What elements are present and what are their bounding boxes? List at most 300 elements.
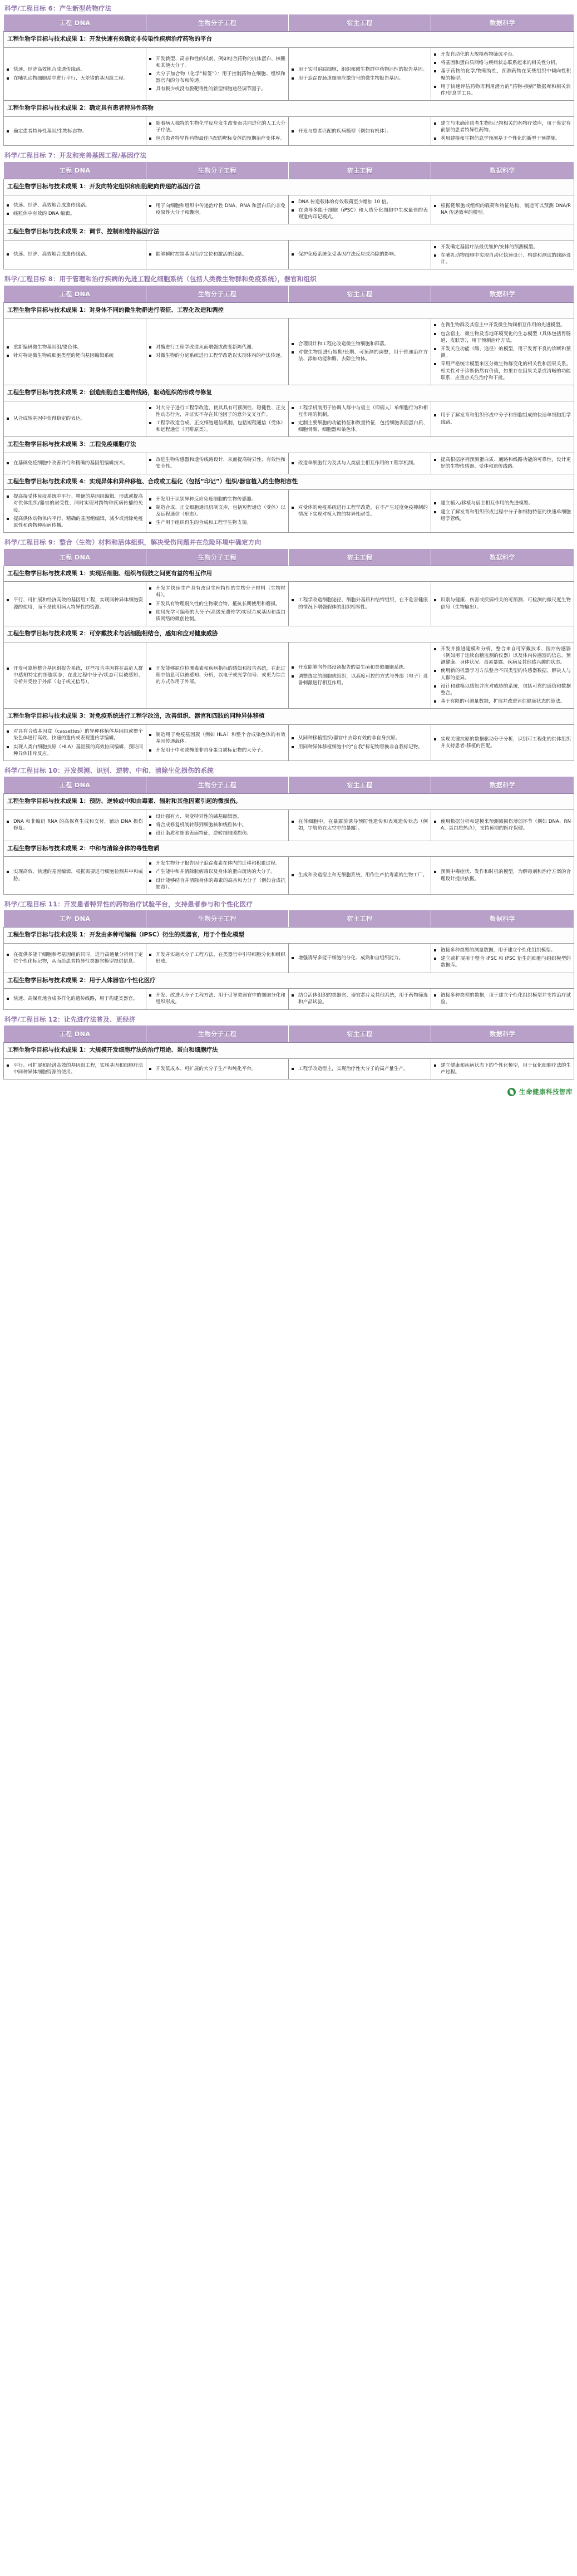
- column-header-3: 宿主工程: [289, 548, 431, 566]
- bullet-list: [6, 66, 143, 81]
- cell-4: [431, 318, 574, 385]
- cell-4: [431, 809, 574, 841]
- cell-3: [289, 989, 431, 1009]
- cell-1: [4, 857, 146, 895]
- bullet-list: [290, 955, 428, 961]
- column-header-3: 宿主工程: [289, 285, 431, 302]
- list-item: 定制主要细胞的功能特征和数量特征，包括细胞表面蛋白质、细胞骨架、细胞器和染色体。: [290, 420, 428, 433]
- bullet-list: [6, 869, 143, 882]
- cell-3: [289, 240, 431, 269]
- list-item: DNA 传递载体的有效载荷至少增加 10 倍。: [290, 199, 428, 205]
- cell-1: [4, 944, 146, 973]
- goal-section: [3, 273, 574, 533]
- list-item: 建立或扩展用于整合 iPSC 和 iPSC 衍生的细胞与组织模型的数据库。: [433, 955, 571, 969]
- cell-4: [431, 48, 574, 101]
- bullet-list: [433, 1062, 571, 1076]
- list-item: 建立与未确诊患者生物标记物相关的药物疗效库，用于鉴定有前景的患者特异性药物。: [433, 120, 571, 134]
- bullet-list: [148, 732, 285, 754]
- bullet-list: [148, 251, 285, 258]
- list-item: 对受体的免疫系统进行工程学改造，在不产生过度免疫抑制的情况下实现对植入物的特异性耐受。: [290, 504, 428, 518]
- table-row: [4, 944, 574, 973]
- list-item: 实现高效、快速的基因编辑，根据需要进行细胞检测并中和威胁。: [6, 869, 143, 882]
- cell-3: [289, 116, 431, 146]
- cell-1: [4, 725, 146, 761]
- objective-header-row: [4, 474, 574, 490]
- goal-title: 科学/工程目标 7：开发和完善基因工程/基因疗法: [4, 151, 147, 160]
- bullet-list: [6, 415, 143, 422]
- bullet-list: [6, 728, 143, 757]
- list-item: 在诱导多能干细胞（iPSC）和人造分化细胞中生成最佳的表观遗传印记模式。: [290, 207, 428, 220]
- cell-2: [146, 195, 289, 224]
- list-item: 对微生物的分泌系统进行工程学改造以实现体内的疗法传递。: [148, 352, 285, 359]
- column-header-3: 宿主工程: [289, 910, 431, 928]
- column-header-3: 宿主工程: [289, 161, 431, 179]
- list-item: 根据靶细胞或组织的载荷和特征结构，制造可以预测 DNA/RNA 传递效率的模型。: [433, 203, 571, 216]
- list-item: 确定患者特异性基因/生物标志物。: [6, 128, 143, 135]
- list-item: 快速、经济、高效地合成遗传线路。: [6, 251, 143, 258]
- list-item: 开发关注功能（酶、途径）的模型，用于发育不良的诊断和预测。: [433, 346, 571, 359]
- list-item: 设计强有力、突变特异性的碱基编辑器。: [148, 813, 285, 820]
- column-header-2: 生物分子工程: [146, 548, 289, 566]
- bullet-list: [433, 869, 571, 882]
- column-header-2: 生物分子工程: [146, 285, 289, 302]
- list-item: 对大分子进行工程学改造，使其具有可预测性、稳健性、正交性动态行为，并证实不存在其他因子的意外交叉互作。: [148, 405, 285, 418]
- list-item: 将合成修复机制转移到细胞核和线粒体中。: [148, 822, 285, 828]
- objective-header-row: [4, 973, 574, 989]
- objective-header-row: [4, 566, 574, 582]
- list-item: 具有极少或没有脱靶毒性的新型细胞途径调节因子。: [148, 86, 285, 92]
- objective-heading: 工程生物学目标与技术成果 1：开发快速有效确定非传染性疾病治疗药物的平台: [4, 32, 574, 48]
- list-item: 提高供体动物体内平行、精确的基因组编辑，减少或消除免疫原性和跨物种疾病传播。: [6, 516, 143, 529]
- bullet-list: [148, 120, 285, 143]
- cell-1: [4, 453, 146, 474]
- goal-table: [3, 285, 574, 533]
- bullet-list: [148, 585, 285, 622]
- bullet-list: [6, 995, 143, 1002]
- table-row: [4, 725, 574, 761]
- list-item: 链接多种类型的数据，用于建立个性化组织模型并支持治疗试验。: [433, 992, 571, 1005]
- list-item: 建立植入/移植与宿主相互作用的先进模型。: [433, 500, 571, 507]
- list-item: 平行、可扩展和经济高效的基因组工程，实现同种异体细胞资源的使用，而不是使用病人特异性的资源。: [6, 597, 143, 610]
- cell-1: [4, 1058, 146, 1079]
- objective-header-row: [4, 179, 574, 195]
- list-item: 提高接受体免疫系统中平行、精确的基因组编辑，形成或提高对供体组织/器官的耐受性，同时实现对跨物种疾病传播的免疫。: [6, 493, 143, 514]
- list-item: 开发能够向外部设备报告的益生菌和类似细胞系统。: [290, 664, 428, 671]
- bullet-list: [148, 203, 285, 216]
- cell-2: [146, 240, 289, 269]
- cell-3: [289, 857, 431, 895]
- column-header-1: 工程 DNA: [4, 285, 146, 302]
- cell-2: [146, 642, 289, 709]
- objective-header-row: [4, 928, 574, 944]
- cell-2: [146, 725, 289, 761]
- cell-2: [146, 490, 289, 533]
- list-item: 随着病人独特的生物化学反应发生改变而共同进化的人工大分子疗法。: [148, 120, 285, 134]
- cell-3: [289, 48, 431, 101]
- column-header-2: 生物分子工程: [146, 14, 289, 32]
- page-footer: [0, 1083, 577, 1102]
- list-item: 用于追踪胃肠道细胞应激信号的微生物报告基因。: [290, 75, 428, 82]
- list-item: 快速、高保真地合成多样化的遗传线路，用于构建类器官。: [6, 995, 143, 1002]
- cell-4: [431, 453, 574, 474]
- list-item: 生成和改造宿主和无细胞系统，用作生产抗毒素的生物工厂。: [290, 872, 428, 879]
- cell-3: [289, 944, 431, 973]
- cell-1: [4, 48, 146, 101]
- list-item: 改进生物传感器和遗传线路设计，从而提高特异性、有效性和安全性。: [148, 457, 285, 470]
- bullet-list: [433, 203, 571, 216]
- list-item: 识别与健康、伤害或疾病相关的可预测、可检测的微尺度生物信号（生物输出）。: [433, 597, 571, 610]
- table-row: [4, 240, 574, 269]
- goal-section: [3, 1013, 574, 1080]
- objective-heading: 工程生物学目标与技术成果 1：预防、逆转或中和由毒素、辐射和其他因素引起的微损伤。: [4, 794, 574, 810]
- leaf-circle-icon: [507, 1088, 516, 1096]
- list-item: 使用数据分析和建模来预测微损伤薄弱环节（例如 DNA、RNA、蛋白质热点），支持预期的医疗保健。: [433, 818, 571, 832]
- objective-heading: 工程生物学目标与技术成果 2：调节、控制和维持基因疗法: [4, 224, 574, 241]
- list-item: 平行、可扩展和经济高效的基因组工程，实现基因和细胞疗法中同种异体细胞资源的使用。: [6, 1062, 143, 1076]
- objective-header-row: [4, 437, 574, 453]
- list-item: 产生能中和并清除朊病毒以及身体的蛋白斑块的大分子。: [148, 869, 285, 875]
- bullet-list: [290, 664, 428, 686]
- column-header-4: 数据科学: [431, 777, 574, 794]
- column-header-4: 数据科学: [431, 161, 574, 179]
- table-row: [4, 809, 574, 841]
- column-header-3: 宿主工程: [289, 1026, 431, 1043]
- cell-1: [4, 642, 146, 709]
- bullet-list: [148, 992, 285, 1005]
- objective-header-row: [4, 385, 574, 401]
- table-header-row: [4, 285, 574, 302]
- cell-2: [146, 318, 289, 385]
- list-item: 包含患者特异性药物最佳匹配的靶标变体的预期治疗变体库。: [148, 135, 285, 142]
- cell-2: [146, 582, 289, 626]
- bullet-list: [6, 597, 143, 610]
- bullet-list: [6, 1062, 143, 1076]
- bullet-list: [6, 493, 143, 529]
- table-header-row: [4, 910, 574, 928]
- table-row: [4, 582, 574, 626]
- bullet-list: [290, 405, 428, 434]
- list-item: 将基因和蛋白质网络与疾病状态联系起来的相关性分析。: [433, 60, 571, 66]
- list-item: 设计能够结合并清除身体的毒素的高亲和力分子（例如合成抗蛇毒）。: [148, 877, 285, 891]
- cell-1: [4, 490, 146, 533]
- cell-1: [4, 240, 146, 269]
- cell-1: [4, 195, 146, 224]
- objective-heading: 工程生物学目标与技术成果 1：开发由多种可编程（iPSC）衍生的类器官，用于个性化模型: [4, 928, 574, 944]
- column-header-4: 数据科学: [431, 14, 574, 32]
- column-header-3: 宿主工程: [289, 777, 431, 794]
- goals-container: [3, 2, 574, 1080]
- table-row: [4, 48, 574, 101]
- list-item: 工程学机制用于协调人群中与宿主（即病人）单细胞行为和相互作用的机制。: [290, 405, 428, 418]
- cell-4: [431, 944, 574, 973]
- table-row: [4, 642, 574, 709]
- column-header-2: 生物分子工程: [146, 1026, 289, 1043]
- column-header-2: 生物分子工程: [146, 910, 289, 928]
- list-item: 采用严格统计模型来区分微生物群变化的相关性和因果关系。相关性对于诊断仍然有价值，如果存在因果关系或清晰的功能联系，应重点关注治疗和干扰。: [433, 361, 571, 381]
- list-item: 对微生物组进行短期/长期、可预测的调整，用于传递治疗方法、添加功能和酶、去除生物体。: [290, 349, 428, 362]
- cell-1: [4, 318, 146, 385]
- bullet-list: [6, 951, 143, 965]
- objective-heading: 工程生物学目标与技术成果 1：实现活细胞、组织与假肢之间更有益的相互作用: [4, 566, 574, 582]
- bullet-list: [290, 199, 428, 221]
- list-item: 工程学改造细胞途径、细胞外基质和结缔组织，在不危害健康的情况下增强假体的组织相容性。: [290, 597, 428, 610]
- bullet-list: [290, 128, 428, 135]
- objective-header-row: [4, 32, 574, 48]
- bullet-list: [290, 460, 428, 467]
- list-item: 快速、经济高效地合成遗传线路。: [6, 66, 143, 73]
- list-item: 设计脂质和细胞表面特征，逆转细胞膜损伤。: [148, 830, 285, 837]
- objective-heading: 工程生物学目标与技术成果 2：可穿戴技术与活细胞相结合，感知和应对健康威胁: [4, 626, 574, 642]
- list-item: 基于有限的可测量数据，扩展并改进评估健康状态的算法。: [433, 698, 571, 705]
- cell-4: [431, 725, 574, 761]
- table-row: [4, 116, 574, 146]
- goal-title: 科学/工程目标 8：用于管理和治疗疾病的先进工程化细胞系统（包括人类微生物群和免疫系统），器官和组织: [4, 275, 317, 283]
- bullet-list: [290, 735, 428, 750]
- list-item: 开发新型、高亲和性的试剂，例如结合药物的抗体蛋白、核酸和其他大分子。: [148, 56, 285, 69]
- list-item: 提高根据序列预测蛋白质、通路和线路功能的可靠性，设计更好的生物传感器、受体和遗传线路。: [433, 457, 571, 470]
- cell-4: [431, 195, 574, 224]
- table-header-row: [4, 777, 574, 794]
- list-item: 基于药物的化学/物理特性，预测药物在某些组织中倾向性积聚的模型。: [433, 68, 571, 81]
- cell-2: [146, 944, 289, 973]
- list-item: 改造单细胞行为及其与人类宿主相互作用的工程学机制。: [290, 460, 428, 467]
- list-item: 大分子加合物（化学“标签”）：用于控制药物在细胞、组织和器官内的分布和传递。: [148, 71, 285, 84]
- list-item: 从同种移植组织/器官中去除有效的非自身抗原。: [290, 735, 428, 742]
- objective-header-row: [4, 101, 574, 117]
- list-item: 制造用于免疫基因簇（例如 HLA）和整个合成染色体的有效基因传递载体。: [148, 732, 285, 745]
- list-item: 在哺乳动物细胞中实现自动化快速设计、构建和测试的线路设计。: [433, 252, 571, 266]
- cell-2: [146, 401, 289, 437]
- bullet-list: [433, 51, 571, 97]
- objective-header-row: [4, 626, 574, 642]
- list-item: 实现关键抗原的数据驱动分子分析，识别可工程化的供体组织并支持患者-移植的匹配。: [433, 736, 571, 749]
- list-item: 开发、改进大分子工程方法，用于引导类器官中的细胞分化和组织形成。: [148, 992, 285, 1005]
- table-row: [4, 1058, 574, 1079]
- objective-header-row: [4, 841, 574, 857]
- objective-header-row: [4, 302, 574, 318]
- list-item: 开发并快速生产具有改良生理特性的生物分子材料（生物材料）。: [148, 585, 285, 598]
- list-item: 开发可靠地整合基因组报告系统，这些报告基因将在高危人群中感知特定的细胞状态，在此过程中分子/状态可以被感知、分析并受控于外部（电子或光信号）。: [6, 665, 143, 686]
- table-row: [4, 490, 574, 533]
- objective-header-row: [4, 1043, 574, 1059]
- objective-header-row: [4, 709, 574, 725]
- cell-4: [431, 989, 574, 1009]
- list-item: 使用光学可编程的大分子(高级光遗传学)实现合成基因和蛋白质网络的微创控制。: [148, 609, 285, 622]
- cell-4: [431, 642, 574, 709]
- list-item: 建立健康和疾病状态下的个性化模型，用于优化细胞疗法的生产过程。: [433, 1062, 571, 1076]
- goal-table: [3, 548, 574, 761]
- table-header-row: [4, 1026, 574, 1043]
- bullet-list: [433, 457, 571, 470]
- cell-4: [431, 116, 574, 146]
- list-item: 用于了解发育和组织形成中分子和细胞组成的快速单细胞组学线路。: [433, 412, 571, 425]
- cell-3: [289, 453, 431, 474]
- list-item: 快速、经济、高效地合成遗传线路。: [6, 202, 143, 209]
- list-item: 开发与患者匹配的疾病模型（例如有机体）。: [290, 128, 428, 135]
- list-item: 增强诱导多能干细胞的分化、成熟和自组织能力。: [290, 955, 428, 961]
- goal-section: [3, 536, 574, 761]
- bullet-list: [6, 460, 143, 467]
- bullet-list: [148, 951, 285, 965]
- bullet-list: [6, 665, 143, 686]
- cell-4: [431, 490, 574, 533]
- list-item: 设计和建模以感知并应对威胁的系统，包括可靠的通信和数据整合。: [433, 683, 571, 696]
- list-item: 线粒体中有效的 DNA 编辑。: [6, 210, 143, 217]
- list-item: 工程学改造宿主，实现治疗性大分子的高产量生产。: [290, 1066, 428, 1072]
- list-item: 制造合成、正交细胞通讯机制文库，包括短程通信（受体）以及远程通信（形态）。: [148, 504, 285, 518]
- list-item: 在哺乳动物细胞系中进行平行、无差错的基因组工程。: [6, 75, 143, 82]
- bullet-list: [433, 244, 571, 266]
- cell-3: [289, 809, 431, 841]
- bullet-list: [290, 597, 428, 610]
- table-row: [4, 857, 574, 895]
- footer-brand: 生命健康科技智库: [519, 1088, 573, 1096]
- bullet-list: [433, 992, 571, 1005]
- column-header-1: 工程 DNA: [4, 161, 146, 179]
- column-header-1: 工程 DNA: [4, 1026, 146, 1043]
- table-row: [4, 453, 574, 474]
- bullet-list: [148, 813, 285, 837]
- cell-3: [289, 642, 431, 709]
- objective-header-row: [4, 794, 574, 810]
- table-row: [4, 989, 574, 1009]
- list-item: 开发自动化的大规模药物筛选平台。: [433, 51, 571, 58]
- list-item: 使用新的机器学习方法整合不同类型的传感器数据，解决人与人群的差异。: [433, 668, 571, 681]
- objective-heading: 工程生物学目标与技术成果 3：工程免疫细胞疗法: [4, 437, 574, 453]
- goal-table: [3, 910, 574, 1009]
- goal-title: 科学/工程目标 9：整合（生物）材料和活体组织，解决受伤问题并在危险环境中确定方向: [4, 538, 262, 547]
- goal-title: 科学/工程目标 12：让先进疗法普及、更经济: [4, 1015, 136, 1023]
- cell-1: [4, 809, 146, 841]
- bullet-list: [148, 860, 285, 891]
- column-header-1: 工程 DNA: [4, 548, 146, 566]
- cell-3: [289, 490, 431, 533]
- list-item: 调整选定的细胞或组织，以高度可控的方式与外部（电子）设备刺激进行相互作用。: [290, 673, 428, 686]
- objective-heading: 工程生物学目标与技术成果 3：对免疫系统进行工程学改造，改善组织、器官和四肢的同种异体移植: [4, 709, 574, 725]
- table-row: [4, 401, 574, 437]
- bullet-list: [6, 344, 143, 359]
- cell-3: [289, 318, 431, 385]
- bullet-list: [433, 646, 571, 705]
- objective-heading: 工程生物学目标与技术成果 2：创造细胞自主遗传线路，驱动组织的形成与修复: [4, 385, 574, 401]
- list-item: 用于快速评估药物再利用潜力的“药物-疾病”数据库和相关软件/信息学工具。: [433, 84, 571, 97]
- goal-section: [3, 898, 574, 1010]
- bullet-list: [433, 818, 571, 832]
- bullet-list: [148, 56, 285, 93]
- table-row: [4, 318, 574, 385]
- goal-table: [3, 14, 574, 146]
- cell-2: [146, 48, 289, 101]
- cell-1: [4, 401, 146, 437]
- column-header-4: 数据科学: [431, 548, 574, 566]
- goal-section: [3, 764, 574, 895]
- bullet-list: [433, 597, 571, 610]
- list-item: 合理设计和工程化改造微生物细胞和群落。: [290, 341, 428, 347]
- list-item: 预测中毒症状、发作和时机的模型，为解毒剂和治疗方案的合理设计提供依据。: [433, 869, 571, 882]
- column-header-3: 宿主工程: [289, 14, 431, 32]
- cell-3: [289, 1058, 431, 1079]
- table-row: [4, 195, 574, 224]
- list-item: 实现人类白细胞抗原（HLA）基因簇的高效协同编辑，预防同种异体排斥反应。: [6, 744, 143, 757]
- bullet-list: [148, 1066, 285, 1072]
- bullet-list: [148, 405, 285, 434]
- goal-title: 科学/工程目标 10：开发探测、识别、逆转、中和、清除生化损伤的系统: [4, 766, 214, 774]
- list-item: 开发能够原位检测毒素和疾病指标的感知和报告系统，在此过程中信息可以被感知、分析，以电子或光学信号、或更为综合的方式作用于外部。: [148, 665, 285, 686]
- list-item: 生产用于组织再生的合成和工程学生物支架。: [148, 519, 285, 526]
- list-item: 用于向细胞和组织中传递治疗性 DNA、RNA 和蛋白质的非免疫原性大分子和囊泡。: [148, 203, 285, 216]
- objective-heading: 工程生物学目标与技术成果 2：中和与清除身体的毒性物质: [4, 841, 574, 857]
- bullet-list: [290, 1066, 428, 1072]
- bullet-list: [433, 412, 571, 425]
- list-item: 在基础免疫细胞中改善并行和精确的基因组编辑技术。: [6, 460, 143, 467]
- objective-heading: 工程生物学目标与技术成果 1：大规模开发细胞疗法的治疗用途、蛋白和细胞疗法: [4, 1043, 574, 1059]
- column-header-4: 数据科学: [431, 285, 574, 302]
- cell-2: [146, 989, 289, 1009]
- bullet-list: [290, 992, 428, 1005]
- bullet-list: [290, 341, 428, 363]
- list-item: 工程学改造合成、正交细胞通信机制，包括短程通信（受体）和远程通信（吗啡原类）。: [148, 420, 285, 433]
- list-item: 用同种异体移植细胞中的“自我”标记物替换非自我标记物。: [290, 744, 428, 750]
- list-item: 用于实时追踪细胞、组织和微生物群中药物活性的报告基因。: [290, 66, 428, 73]
- goal-title: 科学/工程目标 6：产生新型药物疗法: [4, 4, 112, 12]
- column-header-1: 工程 DNA: [4, 910, 146, 928]
- cell-2: [146, 809, 289, 841]
- objective-heading: 工程生物学目标与技术成果 2：用于人体器官/个性化医疗: [4, 973, 574, 989]
- list-item: 链接多种类型的测量数据，用于建立个性化组织模型。: [433, 947, 571, 954]
- bullet-list: [148, 496, 285, 527]
- column-header-1: 工程 DNA: [4, 14, 146, 32]
- cell-4: [431, 240, 574, 269]
- roadmap-page: [0, 0, 577, 1080]
- cell-4: [431, 401, 574, 437]
- cell-3: [289, 195, 431, 224]
- objective-heading: 工程生物学目标与技术成果 1：对身体不同的微生物群进行表征、工程化改造和调控: [4, 302, 574, 318]
- column-header-2: 生物分子工程: [146, 777, 289, 794]
- cell-2: [146, 857, 289, 895]
- list-item: 包含宿主、微生物及当地环境变化的生态模型（具体包括胃肠道、皮肤等），用于预测治疗方法。: [433, 331, 571, 344]
- column-header-1: 工程 DNA: [4, 777, 146, 794]
- list-item: 重新编码微生物基因组/染色体。: [6, 344, 143, 351]
- cell-1: [4, 989, 146, 1009]
- objective-heading: 工程生物学目标与技术成果 2：确定具有患者特异性药物: [4, 101, 574, 117]
- bullet-list: [433, 500, 571, 522]
- objective-header-row: [4, 224, 574, 241]
- list-item: 结合活体组织的类器官、器官芯片及其他系统，用于药物筛选和产品试验。: [290, 992, 428, 1005]
- cell-2: [146, 1058, 289, 1079]
- cell-3: [289, 725, 431, 761]
- list-item: 在提供多能干细胞参考基因组的同时，进行高通量分析用于定位个性化标记物，从而给患者特异性类器官模型提供信息。: [6, 951, 143, 965]
- cell-2: [146, 116, 289, 146]
- bullet-list: [433, 120, 571, 143]
- list-item: 保护免疫系统免受基因疗法反应或消除的影响。: [290, 251, 428, 258]
- bullet-list: [6, 202, 143, 217]
- list-item: 开发具有物理耐久性的生物聚合物，抵抗长期使用和磨损。: [148, 601, 285, 607]
- list-item: 在体细胞中，在暴露前诱导预防性遗传和表观遗传状态（例如，宇航员在太空中的暴露）。: [290, 818, 428, 832]
- column-header-4: 数据科学: [431, 910, 574, 928]
- list-item: 开发用于中和或掩盖非自身蛋白质标记物的大分子。: [148, 747, 285, 754]
- bullet-list: [6, 128, 143, 135]
- bullet-list: [290, 504, 428, 518]
- list-item: 开发用于识别异种反应免疫细胞的生物传感器。: [148, 496, 285, 503]
- list-item: 能够瞬时控制基因治疗定位和激活的线路。: [148, 251, 285, 258]
- list-item: 对具有合成基因盒（cassettes）的异种移植体基因组或整个染色体进行高效、快速的遗传或表观遗传学编辑。: [6, 728, 143, 742]
- table-header-row: [4, 548, 574, 566]
- list-item: 开发确定基因疗法最优维护/安排的预测模型。: [433, 244, 571, 251]
- bullet-list: [148, 457, 285, 470]
- cell-4: [431, 1058, 574, 1079]
- list-item: 利用建模和生物信息学预测基于个性化的新型干预措施。: [433, 135, 571, 142]
- cell-4: [431, 857, 574, 895]
